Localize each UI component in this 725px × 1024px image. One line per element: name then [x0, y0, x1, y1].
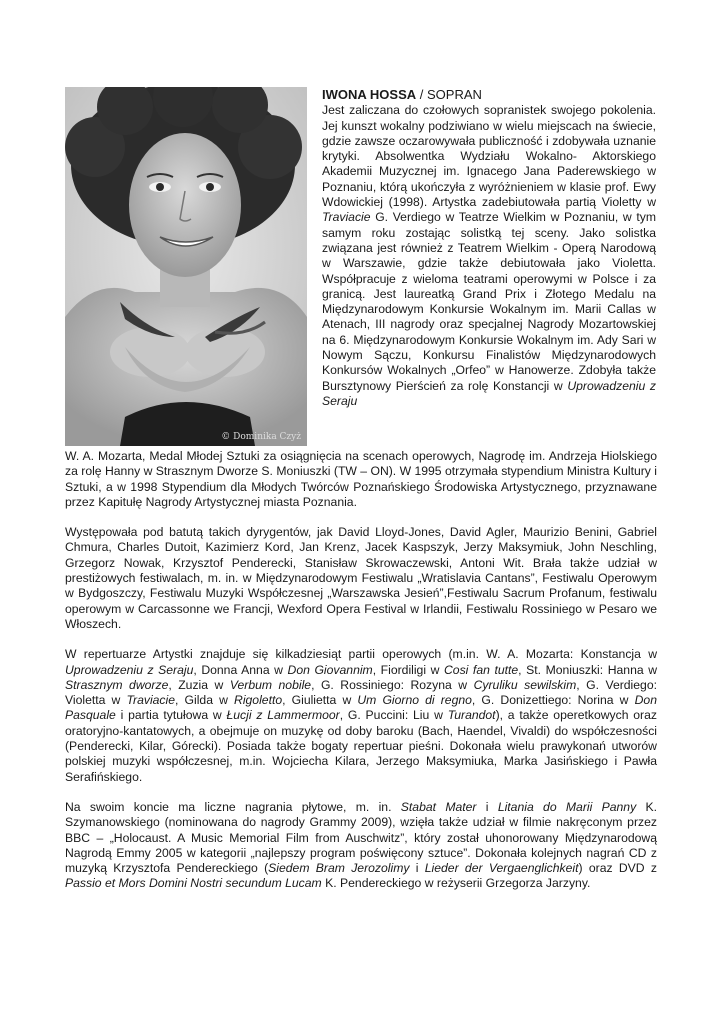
photo-credit: © Dominika Czyż [221, 432, 301, 442]
para3-segment: Verbum nobile [229, 677, 312, 692]
para3-segment: , G. Verdiego: Violetta w [65, 677, 657, 708]
para3-segment: , Donna Anna w [193, 662, 288, 677]
para4-segment: Na swoim koncie ma liczne nagrania płytowe, m. in. [65, 799, 401, 814]
paragraph-conductors: Występowała pod batutą takich dyrygentów, jak David Lloyd-Jones, David Agler, Maurizio Benini, Gabriel Chmura, Charles Dutoit, Kazimierz Kord, Jan Krenz, Jacek Kaspszyk, Jerzy Maksymiuk, John Neschling, Grzegorz Nowak, Krzysztof Penderecki, Stanisław Skrowaczewski, Antoni Wit. Brała także udział w prestiżowych festiwalach, m. in. w Międzynarodowym Festiwalu „Wratislavia Cantans”, Festiwalu Operowym w Bydgoszczy, Festiwalu Muzyki Współczesnej „Warszawska Jesień”,Festiwalu Sacrum Profanum, festiwalu operowym w Carcassonne we Francji, Wexford Opera Festival w Irlandii, Festiwalu Rossiniego w Pesaro we Włoszech. [65, 525, 657, 631]
para3-segment: Turandot [447, 708, 496, 723]
main-text [65, 449, 657, 907]
para4-segment: i [476, 799, 498, 814]
title-separator: / [416, 87, 427, 102]
para3-segment: , G. Donizettiego: Norina w [471, 693, 635, 708]
paragraph-repertoire [65, 647, 657, 785]
para3-segment: Uprowadzeniu z Seraju [65, 662, 194, 677]
para3-segment: Um Giorno di regno [357, 693, 472, 708]
para3-segment: Strasznym dworze [65, 677, 169, 692]
para3-segment: , G. Puccini: Liu w [339, 708, 448, 723]
para3-segment: , Gilda w [175, 693, 235, 708]
para3-segment: ), a także operetkowych oraz oratoryjno-kantatowych, a obejmuje on muzykę od doby baroku (Bach, Haendel, Vivaldi) do współczesności (Penderecki, Kilar, Górecki). Posiada także bogaty repertuar pieśni. Dokonała wielu prawykonań utworów polskiej muzyki współczesnej, m.in. Wojciecha Kilara, Jerzego Maksymiuka, Marka Jasińskiego i Pawła Serafińskiego. [65, 708, 657, 784]
para3-segment: , Fiordiligi w [372, 662, 444, 677]
para3-segment: Don Giovannim [287, 662, 373, 677]
bio-continuation: W. A. Mozarta, Medal Młodej Sztuki za osiągnięcia na scenach operowych, Nagrodę im. Andrzeja Hiolskiego za rolę Hanny w Strasznym Dworze S. Moniuszki (TW – ON). W 1995 otrzymała stypendium Ministra Kultury i Sztuki, a w 1998 Stypendium dla Młodych Twórców Poznańskiego Środowiska Artystycznego, przyznawane przez Kapitułę Nagrody Artystycznej miasta Poznania. [65, 449, 657, 509]
bio-italic-traviacie: Traviacie [322, 210, 371, 225]
bio-column [322, 87, 656, 409]
para3-segment: Don Pasquale [65, 693, 657, 723]
paragraph-recordings [65, 800, 657, 892]
para3-segment: , Giulietta w [282, 693, 358, 708]
para4-segment: Litania do Marii Panny [497, 799, 637, 814]
para4-segment: Siedem Bram Jerozolimy [268, 861, 410, 876]
para3-segment: , St. Moniuszki: Hanna w [518, 662, 657, 677]
portrait-image [65, 87, 307, 446]
para3-segment: Cyruliku sewilskim [473, 677, 577, 692]
page-title [322, 87, 656, 102]
para3-segment: Łucji z Lammermoor [226, 708, 340, 723]
para3-segment: W repertuarze Artystki znajduje się kilkadziesiąt partii operowych (m.in. W. A. Mozarta: Konstancja w [65, 647, 657, 662]
para3-segment: Rigoletto [234, 693, 283, 708]
para4-segment: i [409, 861, 425, 876]
bio-italic-uprowadzeniu: Uprowadzeniu z Seraju [322, 378, 656, 408]
para4-segment: Lieder der Vergaenglichkeit [424, 861, 579, 876]
bio-mid-text: G. Verdiego w Teatrze Wielkim w Poznaniu, w tym samym roku zostając solistką tej sceny. Jako solistka związana jest również z Teatrem Wielkim - Operą Narodową w Warszawie, gdzie także debiutowała jako Violetta. Współpracuje z wieloma teatrami operowymi w Polsce i za granicą. Jest laureatką Grand Prix i Złotego Medalu na Międzynarodowym Konkursie Wokalnym im. Marii Callas w Atenach, III nagrody oraz specjalnej Nagrody Mozartowskiej na 6. Międzynarodowym Konkursie Wokalnym im. Ady Sari w Nowym Sączu, Konkursu Finalistów Międzynarodowych Konkursów Wokalnych „Orfeo” w Hanowerze. Zdobyła także Bursztynowy Pierścień za rolę Konstancji w [322, 210, 656, 393]
para4-segment: ) oraz DVD z [578, 861, 657, 876]
para3-segment: i partia tytułowa w [115, 708, 227, 723]
bio-intro-text: Jest zaliczana do czołowych sopranistek swojego pokolenia. Jej kunszt wokalny podziwiano w wielu miejscach na świecie, gdzie zawsze oczarowywała publiczność i zdobywała uznanie krytyki. Absolwentka Wydziału Wokalno- Aktorskiego Akademii Muzycznej im. Ignacego Jana Paderewskiego w Poznaniu, którą ukończyła z wyróżnieniem w klasie prof. Ewy Wdowickiej (1998). Artystka zadebiutowała partią Violetty w [322, 103, 656, 210]
para3-segment: Cosi fan tutte [443, 662, 519, 677]
para4-segment: K. Szymanowskiego (nominowana do nagrody Grammy 2009), wzięła także udział w filmie nakręconym przez BBC – „Holocaust. A Music Memorial Film from Auschwitz”, który został uhonorowany Międzynarodową Nagrodą Emmy 2005 w kategorii „najlepszy program poświęcony sztuce”. Dokonała kolejnych nagrań CD z muzyką Krzysztofa Pendereckiego ( [65, 799, 657, 876]
para4-segment: Passio et Mors Domini Nostri secundum Lucam [65, 876, 322, 891]
para3-segment: , Zuzia w [168, 677, 230, 692]
para3-segment: , G. Rossiniego: Rozyna w [311, 677, 474, 692]
para4-segment: K. Pendereckiego w reżyserii Grzegorza Jarzyny. [321, 876, 591, 891]
artist-role: SOPRAN [426, 87, 482, 102]
para3-segment: Traviacie [126, 693, 176, 708]
para4-segment: Stabat Mater [400, 799, 477, 814]
portrait-photo [65, 87, 307, 446]
artist-name: IWONA HOSSA [322, 87, 417, 102]
